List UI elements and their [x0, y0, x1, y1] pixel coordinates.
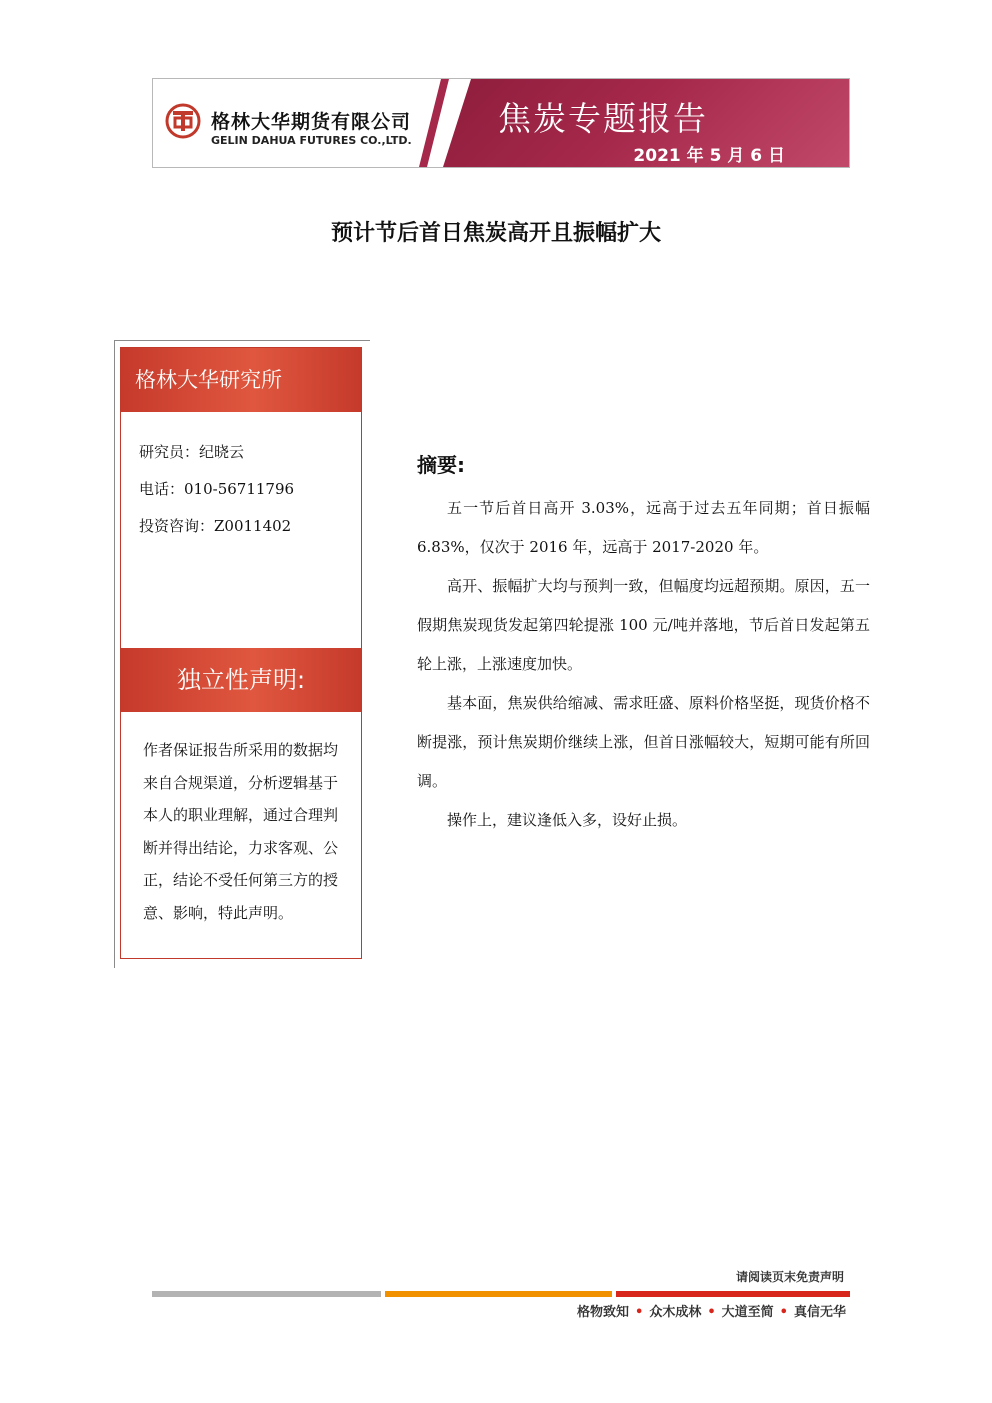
footer-disclaimer: 请阅读页末免责声明	[735, 1270, 844, 1284]
researcher-name: 研究员：纪晓云	[139, 443, 245, 461]
independence-statement-header: 独立性声明:	[121, 648, 361, 712]
bullet-dot-icon: •	[779, 1305, 788, 1320]
summary-heading: 摘要:	[417, 453, 465, 477]
analyst-info	[139, 434, 294, 545]
summary-body	[417, 489, 870, 840]
footer-bar-red	[616, 1291, 850, 1297]
institute-header: 格林大华研究所	[121, 348, 361, 412]
company-logo-icon	[165, 103, 201, 139]
footer-bar-orange	[385, 1291, 612, 1297]
bullet-dot-icon: •	[707, 1305, 716, 1320]
summary-paragraph: 五一节后首日高开 3.03%，远高于过去五年同期；首日振幅 6.83%，仅次于 2016 年，远高于 2017-2020 年。	[417, 499, 870, 556]
motto-item: 真信无华	[793, 1305, 846, 1320]
report-type-title: 焦炭专题报告	[498, 99, 708, 138]
motto-item: 大道至简	[721, 1305, 774, 1320]
researcher-license: 投资咨询：Z0011402	[139, 517, 292, 535]
motto-item: 格物致知	[577, 1305, 630, 1320]
summary-paragraph: 操作上，建议逢低入多，设好止损。	[447, 811, 688, 829]
report-date: 2021 年 5 月 6 日	[633, 146, 785, 166]
motto-item: 众木成林	[649, 1305, 702, 1320]
page-title: 预计节后首日焦炭高开且振幅扩大	[330, 221, 661, 246]
footer-motto	[577, 1301, 846, 1320]
report-header-banner	[152, 78, 850, 168]
summary-paragraph: 基本面，焦炭供给缩减、需求旺盛、原料价格坚挺，现货价格不断提涨，预计焦炭期价继续上涨，但首日涨幅较大，短期可能有所回调。	[417, 694, 870, 790]
footer-bar-gray	[152, 1291, 381, 1297]
company-name-en: GELIN DAHUA FUTURES CO.,LTD.	[211, 134, 412, 147]
sidebar-frame-left	[114, 340, 115, 968]
sidebar-frame-top	[114, 340, 370, 341]
researcher-phone: 电话：010-56711796	[139, 480, 295, 498]
analyst-sidebar	[120, 347, 362, 959]
company-name-cn: 格林大华期货有限公司	[211, 111, 412, 133]
independence-statement: 作者保证报告所采用的数据均来自合规渠道，分析逻辑基于本人的职业理解，通过合理判断并得出结论，力求客观、公正，结论不受任何第三方的授意、影响，特此声明。	[143, 741, 339, 922]
summary-paragraph: 高开、振幅扩大均与预判一致，但幅度均远超预期。原因，五一假期焦炭现货发起第四轮提涨 100 元/吨并落地，节后首日发起第五轮上涨，上涨速度加快。	[417, 577, 870, 673]
banner-stripe	[419, 79, 449, 167]
bullet-dot-icon: •	[635, 1305, 644, 1320]
